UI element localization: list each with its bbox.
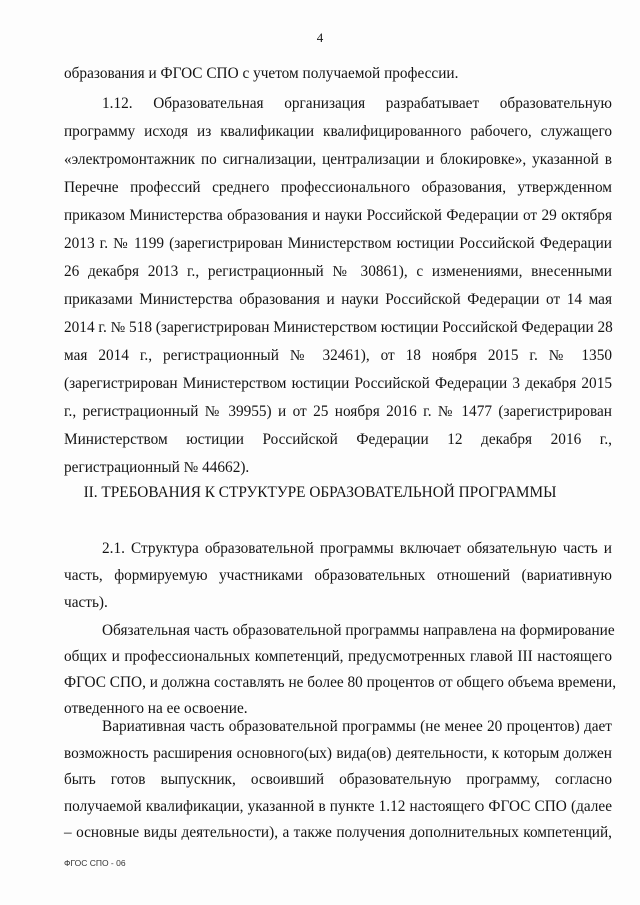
text-line: 1.12. Образовательная организация разрабатывает образовательную [102,95,612,112]
text-line: отведенного на ее освоение. [64,700,248,717]
text-line: г., регистрационный № 39955) и от 25 ноября 2016 г. № 1477 (зарегистрирован [64,403,612,420]
text-line: Перечне профессий среднего профессионального образования, утвержденном [64,179,612,196]
text-line: регистрационный № 44662). [64,459,250,476]
text-line: получаемой квалификации, указанной в пункте 1.12 настоящего ФГОС СПО (далее [64,798,612,815]
text-line: 2014 г. № 518 (зарегистрирован Министерством юстиции Российской Федерации 28 [64,319,613,336]
text-line: ФГОС СПО, и должна составлять не более 80 процентов от общего объема времени, [64,674,617,691]
text-line: Вариативная часть образовательной программы (не менее 20 процентов) дает [102,718,612,735]
page-number: 4 [316,30,324,45]
text-line: мая 2014 г., регистрационный № 32461), от 18 ноября 2015 г. № 1350 [64,347,612,364]
section-heading: II. ТРЕБОВАНИЯ К СТРУКТУРЕ ОБРАЗОВАТЕЛЬНОЙ ПРОГРАММЫ [83,484,557,501]
text-line: общих и профессиональных компетенций, предусмотренных главой III настоящего [64,648,612,665]
text-line: – основные виды деятельности), а также получения дополнительных компетенций, [64,824,612,841]
page-footer: ФГОС СПО - 06 [64,858,126,868]
text-line: (зарегистрирован Министерством юстиции Российской Федерации 3 декабря 2015 [64,375,612,392]
text-line: быть готов выпускник, освоивший образовательную программу, согласно [64,771,612,788]
text-line: часть, формируемую участниками образовательных отношений (вариативную [64,567,612,584]
text-line: приказами Министерства образования и науки Российской Федерации от 14 мая [64,291,612,308]
text-line: Министерством юстиции Российской Федерации 12 декабря 2016 г., [64,431,612,448]
text-line: приказом Министерства образования и науки Российской Федерации от 29 октября [64,207,612,224]
text-line: образования и ФГОС СПО с учетом получаемой профессии. [64,65,459,82]
text-line: часть). [64,594,108,611]
text-line: 2.1. Структура образовательной программы включает обязательную часть и [102,540,612,557]
text-line: 2013 г. № 1199 (зарегистрирован Министерством юстиции Российской Федерации [64,235,612,252]
text-line: возможность расширения основного(ых) вида(ов) деятельности, к которым должен [64,745,612,762]
text-line: 26 декабря 2013 г., регистрационный № 30861), с изменениями, внесенными [64,263,612,280]
text-line: «электромонтажник по сигнализации, централизации и блокировке», указанной в [64,151,612,168]
text-line: Обязательная часть образовательной программы направлена на формирование [102,622,615,639]
text-line: программу исходя из квалификации квалифицированного рабочего, служащего [64,123,612,140]
